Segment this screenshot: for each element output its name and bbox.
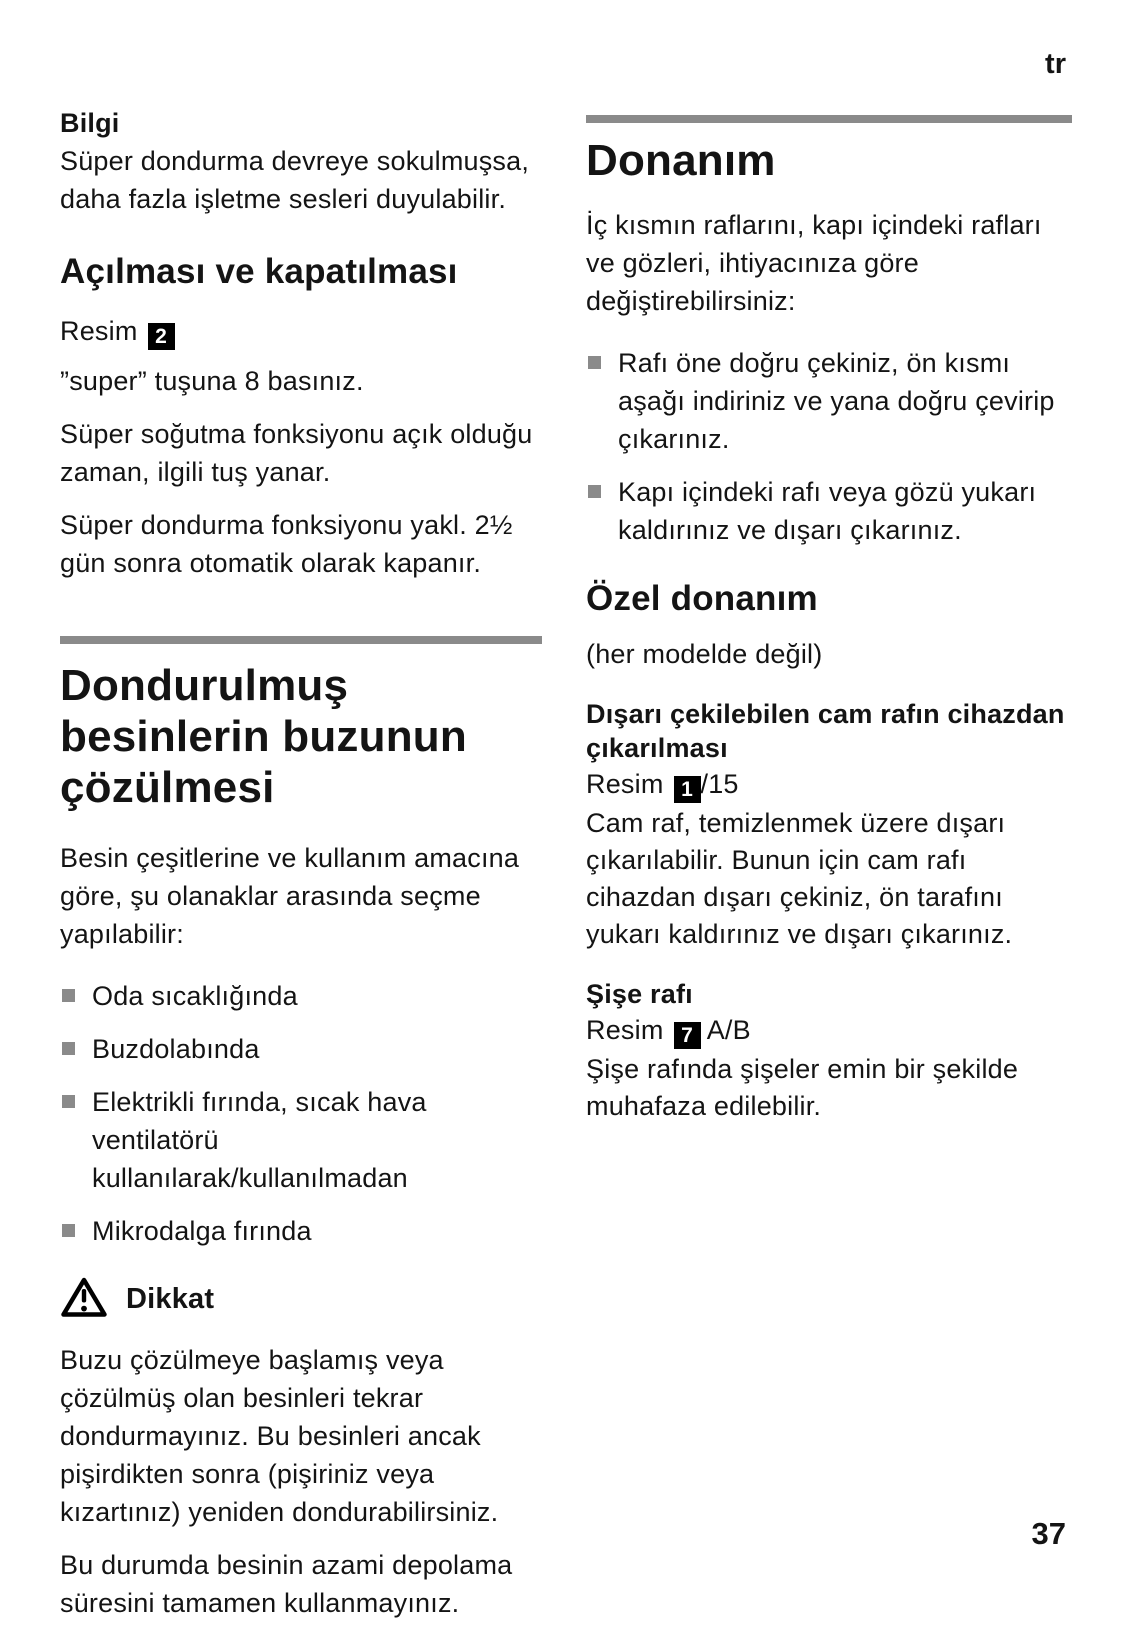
figure-number-badge: 2 [148, 323, 175, 350]
list-item [60, 1083, 542, 1197]
subsection-heading-bottle-rack: Şişe rafı [586, 979, 693, 1009]
list-item [60, 1212, 542, 1250]
figure-number-badge: 1 [674, 776, 701, 803]
chapter-heading-equipment: Donanım [586, 136, 776, 185]
warning-heading: Dikkat [126, 1283, 215, 1315]
body-paragraph: Cam raf, temizlenmek üzere dışarı çıkarılabilir. Bunun için cam rafı cihazdan dışarı çekiniz, ön tarafını yukarı kaldırınız ve dışarı çıkarınız. [586, 808, 1013, 949]
list-item-text: Elektrikli fırında, sıcak hava ventilatörü kullanılarak/kullanılmadan [92, 1087, 427, 1193]
bullet-square-icon [62, 1042, 75, 1055]
bullet-list [60, 977, 542, 1250]
subsection-heading-glass-shelf: Dışarı çekilebilen cam rafın cihazdan çıkarılması [586, 699, 1065, 763]
figure-ref-prefix: Resim [586, 1015, 664, 1045]
figure-number-badge: 7 [674, 1022, 701, 1049]
section-divider-rule [60, 636, 542, 644]
warning-header [60, 1276, 542, 1323]
section-heading-special: Özel donanım [586, 579, 818, 618]
body-paragraph: Bu durumda besinin azami depolama süresini tamamen kullanmayınız. [60, 1550, 513, 1618]
list-item-text: Oda sıcaklığında [92, 981, 298, 1011]
header-lang-label: tr [1045, 48, 1066, 80]
body-paragraph: (her modelde değil) [586, 639, 823, 669]
figure-ref-prefix: Resim [60, 316, 138, 346]
figure-ref-prefix: Resim [586, 769, 664, 799]
bullet-square-icon [62, 989, 75, 1002]
info-heading: Bilgi [60, 108, 120, 138]
bullet-square-icon [588, 485, 601, 498]
list-item-text: Buzdolabında [92, 1034, 260, 1064]
page-number: 37 [1031, 1516, 1066, 1551]
section-heading-onoff: Açılması ve kapatılması [60, 252, 458, 291]
left-column [60, 0, 542, 1637]
figure-ref-suffix: A/B [700, 1015, 751, 1045]
bullet-square-icon [588, 356, 601, 369]
list-item-text: Kapı içindeki rafı veya gözü yukarı kaldırınız ve dışarı çıkarınız. [618, 477, 1037, 545]
figure-reference [586, 765, 1072, 803]
body-paragraph: Şişe rafında şişeler emin bir şekilde muhafaza edilebilir. [586, 1054, 1019, 1121]
figure-reference [586, 1011, 1072, 1049]
figure-ref-suffix: /15 [700, 769, 739, 799]
figure-reference [60, 312, 542, 350]
bullet-square-icon [62, 1095, 75, 1108]
body-paragraph: Süper soğutma fonksiyonu açık olduğu zaman, ilgili tuş yanar. [60, 419, 533, 487]
list-item [60, 977, 542, 1015]
list-item [60, 1030, 542, 1068]
info-paragraph: Süper dondurma devreye sokulmuşsa, daha fazla işletme sesleri duyulabilir. [60, 146, 530, 214]
body-paragraph: Besin çeşitlerine ve kullanım amacına göre, şu olanaklar arasında seçme yapılabilir: [60, 843, 520, 949]
list-item-text: Rafı öne doğru çekiniz, ön kısmı aşağı indiriniz ve yana doğru çevirip çıkarınız. [618, 348, 1055, 454]
body-paragraph: Buzu çözülmeye başlamış veya çözülmüş olan besinleri tekrar dondurmayınız. Bu besinleri ancak pişirdikten sonra (pişiriniz veya kızartınız) yeniden dondurabilirsiniz. [60, 1345, 499, 1527]
bullet-list [586, 344, 1072, 549]
list-item-text: Mikrodalga fırında [92, 1216, 312, 1246]
right-column [586, 0, 1072, 1140]
chapter-heading-defrost: Dondurulmuş besinlerin buzunun çözülmesi [60, 661, 467, 812]
body-paragraph: İç kısmın raflarını, kapı içindeki rafları ve gözleri, ihtiyacınıza göre değiştirebilirsiniz: [586, 210, 1042, 316]
section-divider-rule [586, 115, 1072, 123]
list-item [586, 473, 1072, 549]
bullet-square-icon [62, 1224, 75, 1237]
body-paragraph: ”super” tuşuna 8 basınız. [60, 366, 364, 396]
body-paragraph: Süper dondurma fonksiyonu yakl. 2½ gün sonra otomatik olarak kapanır. [60, 510, 513, 578]
warning-triangle-icon [60, 1276, 108, 1323]
list-item [586, 344, 1072, 458]
